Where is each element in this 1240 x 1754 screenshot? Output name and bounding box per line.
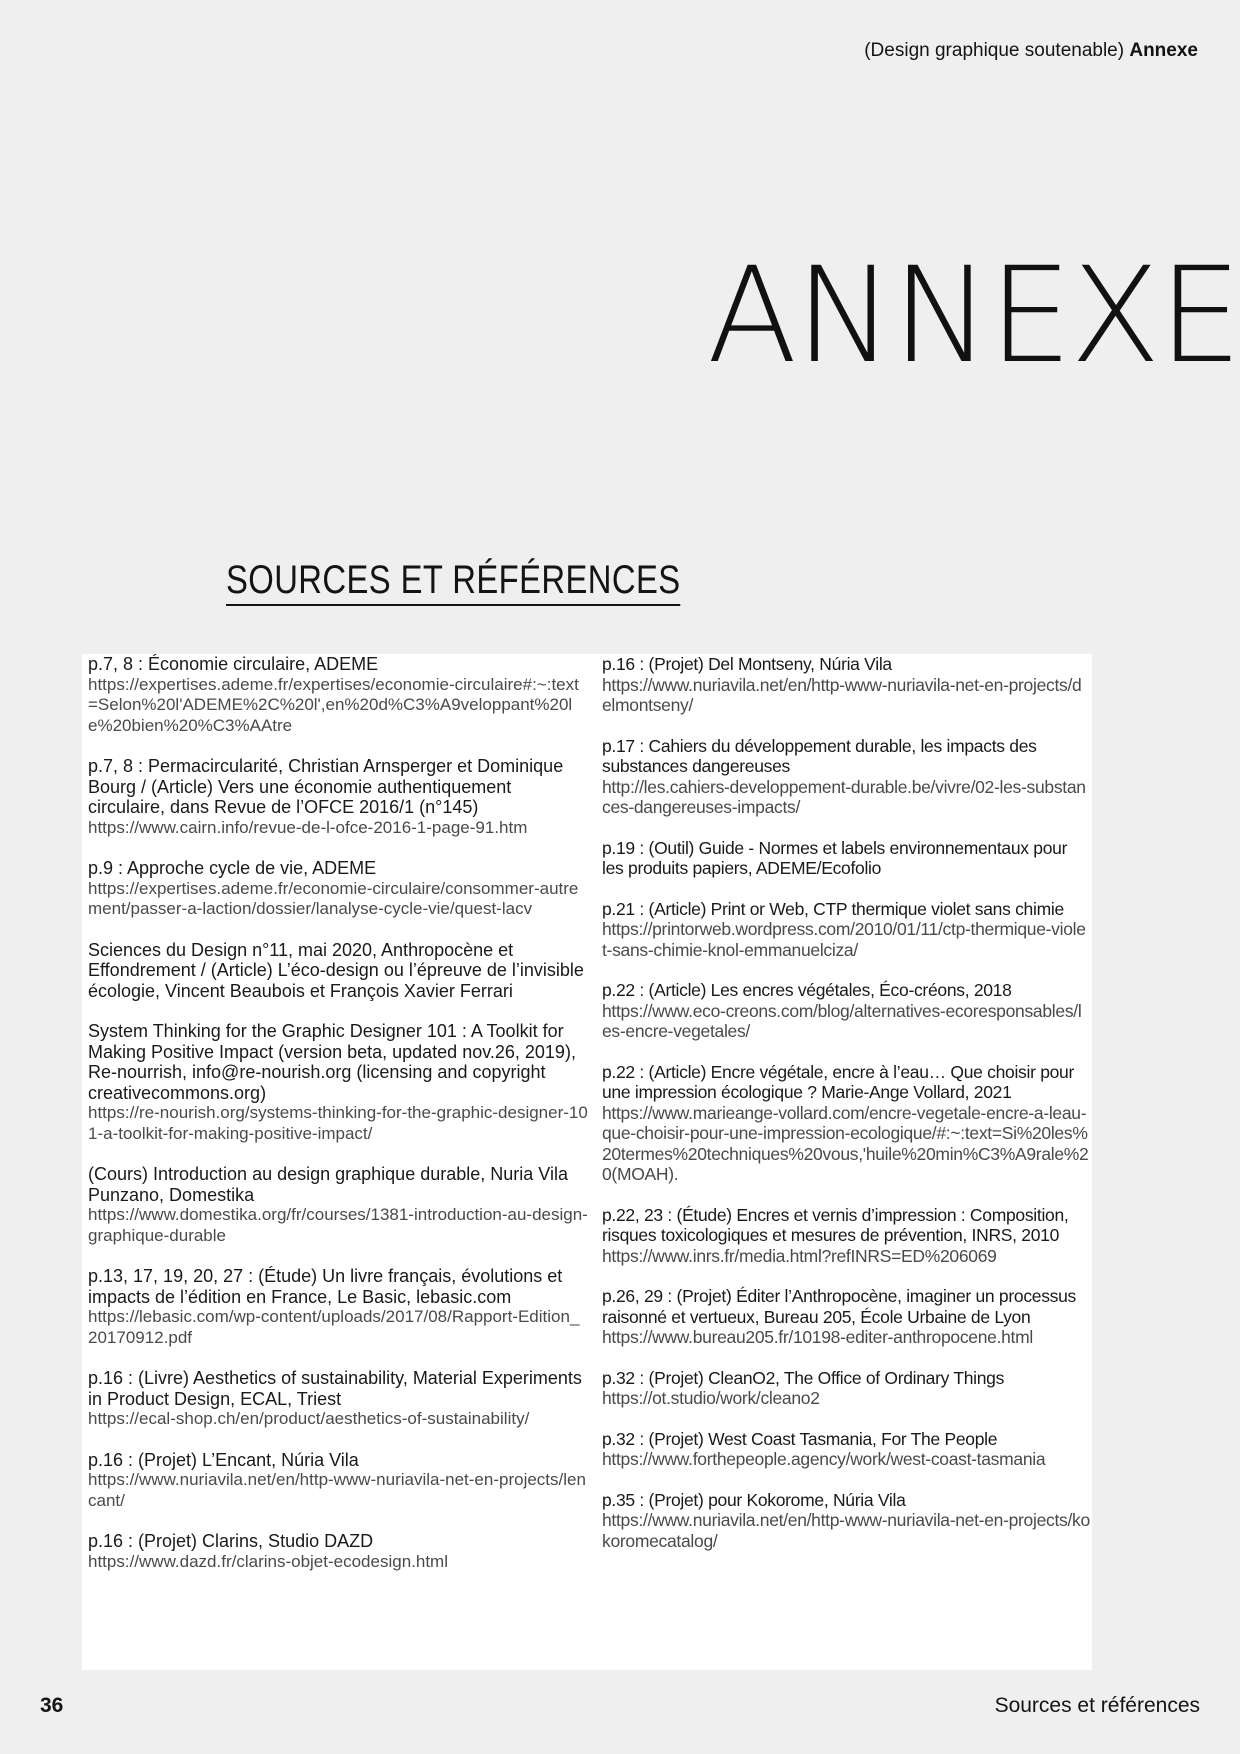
reference-entry bbox=[602, 654, 1090, 716]
reference-title: p.16 : (Projet) Del Montseny, Núria Vila bbox=[602, 654, 892, 674]
reference-entry bbox=[602, 899, 1090, 961]
reference-title: p.35 : (Projet) pour Kokorome, Núria Vila bbox=[602, 1489, 906, 1510]
reference-url[interactable]: https://www.forthepeople.agency/work/west-coast-tasmania bbox=[602, 1449, 1046, 1469]
chapter-title: ANNEXE bbox=[706, 239, 1240, 393]
reference-entry bbox=[602, 1286, 1090, 1348]
reference-title: p.19 : (Outil) Guide - Normes et labels environnementaux pour les produits papiers, ADEME/Ecofolio bbox=[602, 837, 1068, 878]
reference-entry bbox=[602, 1062, 1090, 1185]
reference-title: p.32 : (Projet) West Coast Tasmania, For The People bbox=[602, 1428, 998, 1449]
reference-url[interactable]: https://printorweb.wordpress.com/2010/01/11/ctp-thermique-violet-sans-chimie-knol-emmanuelciza/ bbox=[602, 919, 1086, 960]
references-right-column bbox=[602, 654, 1090, 1571]
reference-title: (Cours) Introduction au design graphique durable, Nuria Vila Punzano, Domestika bbox=[88, 1164, 568, 1205]
reference-entry bbox=[602, 1490, 1090, 1552]
reference-entry bbox=[88, 1021, 588, 1144]
reference-url[interactable]: http://les.cahiers-developpement-durable.be/vivre/02-les-substances-dangereuses-impacts/ bbox=[602, 776, 1086, 817]
reference-title: p.26, 29 : (Projet) Éditer l’Anthropocène, imaginer un processus raisonné et vertueux, Bureau 205, École Urbaine de Lyon bbox=[602, 1286, 1076, 1327]
references-left-column bbox=[88, 654, 588, 1592]
reference-title: Sciences du Design n°11, mai 2020, Anthropocène et Effondrement / (Article) L’éco-design ou l’épreuve de l’invisible écologie, Vincent Beaubois et François Xavier Ferrari bbox=[88, 939, 584, 1001]
reference-url[interactable]: https://re-nourish.org/systems-thinking-for-the-graphic-designer-101-a-toolkit-for-making-positive-impact/ bbox=[88, 1103, 588, 1143]
references-panel bbox=[82, 654, 1092, 1670]
reference-url[interactable]: https://www.nuriavila.net/en/http-www-nuriavila-net-en-projects/kokoromecatalog/ bbox=[602, 1510, 1090, 1551]
reference-title: p.22, 23 : (Étude) Encres et vernis d’impression : Composition, risques toxicologiques et mesures de prévention, INRS, 2010 bbox=[602, 1204, 1069, 1245]
reference-entry bbox=[88, 1266, 588, 1348]
reference-url[interactable]: https://www.dazd.fr/clarins-objet-ecodesign.html bbox=[88, 1551, 448, 1571]
reference-url[interactable]: https://expertises.ademe.fr/expertises/economie-circulaire#:~:text=Selon%20l'ADEME%2C%20l',en%20d%C3%A9veloppant%20le%20bien%20%C3%AAtre bbox=[88, 674, 579, 735]
section-title: SOURCES ET RÉFÉRENCES bbox=[226, 558, 681, 606]
reference-url[interactable]: https://www.nuriavila.net/en/http-www-nuriavila-net-en-projects/delmontseny/ bbox=[602, 674, 1082, 715]
header-section: Annexe bbox=[1129, 40, 1198, 61]
reference-title: p.16 : (Livre) Aesthetics of sustainability, Material Experiments in Product Design, ECAL, Triest bbox=[88, 1368, 582, 1409]
reference-title: System Thinking for the Graphic Designer 101 : A Toolkit for Making Positive Impact (version beta, updated nov.26, 2019), Re-nourrish, info@re-nourish.org (licensing and copyright creativecommons.org) bbox=[88, 1021, 576, 1103]
reference-url[interactable]: https://www.nuriavila.net/en/http-www-nuriavila-net-en-projects/lencant/ bbox=[88, 1470, 586, 1510]
reference-title: p.13, 17, 19, 20, 27 : (Étude) Un livre français, évolutions et impacts de l’édition en France, Le Basic, lebasic.com bbox=[88, 1266, 563, 1307]
reference-title: p.7, 8 : Économie circulaire, ADEME bbox=[88, 654, 379, 674]
reference-entry bbox=[602, 1429, 1090, 1470]
reference-title: p.16 : (Projet) L’Encant, Núria Vila bbox=[88, 1449, 359, 1470]
reference-entry bbox=[88, 858, 588, 920]
reference-title: p.7, 8 : Permacircularité, Christian Arnsperger et Dominique Bourg / (Article) Vers une économie authentiquement circulaire, dans Revue de l’OFCE 2016/1 (n°145) bbox=[88, 756, 564, 817]
reference-url[interactable]: https://ecal-shop.ch/en/product/aesthetics-of-sustainability/ bbox=[88, 1409, 530, 1428]
reference-entry bbox=[602, 1205, 1090, 1267]
reference-url[interactable]: https://www.marieange-vollard.com/encre-vegetale-encre-a-leau-que-choisir-pour-une-impression-ecologique/#:~:text=Si%20les%20termes%20techniques%20vous,'huile%20min%C3%A9rale%20(MOAH). bbox=[602, 1102, 1089, 1184]
reference-url[interactable]: https://ot.studio/work/cleano2 bbox=[602, 1388, 820, 1408]
reference-entry bbox=[602, 838, 1090, 879]
reference-title: p.9 : Approche cycle de vie, ADEME bbox=[88, 858, 377, 878]
reference-entry bbox=[88, 654, 588, 736]
reference-entry bbox=[602, 736, 1090, 818]
reference-url[interactable]: https://www.eco-creons.com/blog/alternatives-ecoresponsables/les-encre-vegetales/ bbox=[602, 1000, 1082, 1041]
reference-entry bbox=[88, 756, 588, 838]
reference-entry bbox=[602, 980, 1090, 1042]
reference-url[interactable]: https://www.inrs.fr/media.html?refINRS=ED%206069 bbox=[602, 1245, 997, 1266]
running-header bbox=[864, 40, 1198, 62]
reference-entry bbox=[88, 1164, 588, 1246]
reference-url[interactable]: https://expertises.ademe.fr/economie-circulaire/consommer-autrement/passer-a-laction/dossier/lanalyse-cycle-vie/quest-lacv bbox=[88, 878, 579, 918]
page-number: 36 bbox=[40, 1694, 64, 1717]
reference-title: p.16 : (Projet) Clarins, Studio DAZD bbox=[88, 1531, 374, 1551]
reference-entry bbox=[88, 1531, 588, 1572]
footer-section-label: Sources et références bbox=[994, 1694, 1200, 1717]
reference-entry bbox=[88, 1450, 588, 1512]
reference-title: p.22 : (Article) Les encres végétales, Éco-créons, 2018 bbox=[602, 980, 1012, 1000]
reference-url[interactable]: https://www.cairn.info/revue-de-l-ofce-2016-1-page-91.htm bbox=[88, 817, 528, 837]
reference-title: p.32 : (Projet) CleanO2, The Office of Ordinary Things bbox=[602, 1367, 1005, 1388]
reference-url[interactable]: https://lebasic.com/wp-content/uploads/2017/08/Rapport-Edition_20170912.pdf bbox=[88, 1307, 580, 1347]
reference-title: p.22 : (Article) Encre végétale, encre à l’eau… Que choisir pour une impression écologique ? Marie-Ange Vollard, 2021 bbox=[602, 1061, 1075, 1102]
reference-url[interactable]: https://www.bureau205.fr/10198-editer-anthropocene.html bbox=[602, 1327, 1033, 1347]
header-prefix: (Design graphique soutenable) bbox=[864, 40, 1125, 61]
reference-url[interactable]: https://www.domestika.org/fr/courses/1381-introduction-au-design-graphique-durable bbox=[88, 1205, 588, 1245]
reference-title: p.17 : Cahiers du développement durable, les impacts des substances dangereuses bbox=[602, 735, 1037, 776]
reference-entry bbox=[88, 1368, 588, 1430]
reference-entry bbox=[88, 940, 588, 1002]
reference-title: p.21 : (Article) Print or Web, CTP thermique violet sans chimie bbox=[602, 898, 1064, 919]
reference-entry bbox=[602, 1368, 1090, 1409]
